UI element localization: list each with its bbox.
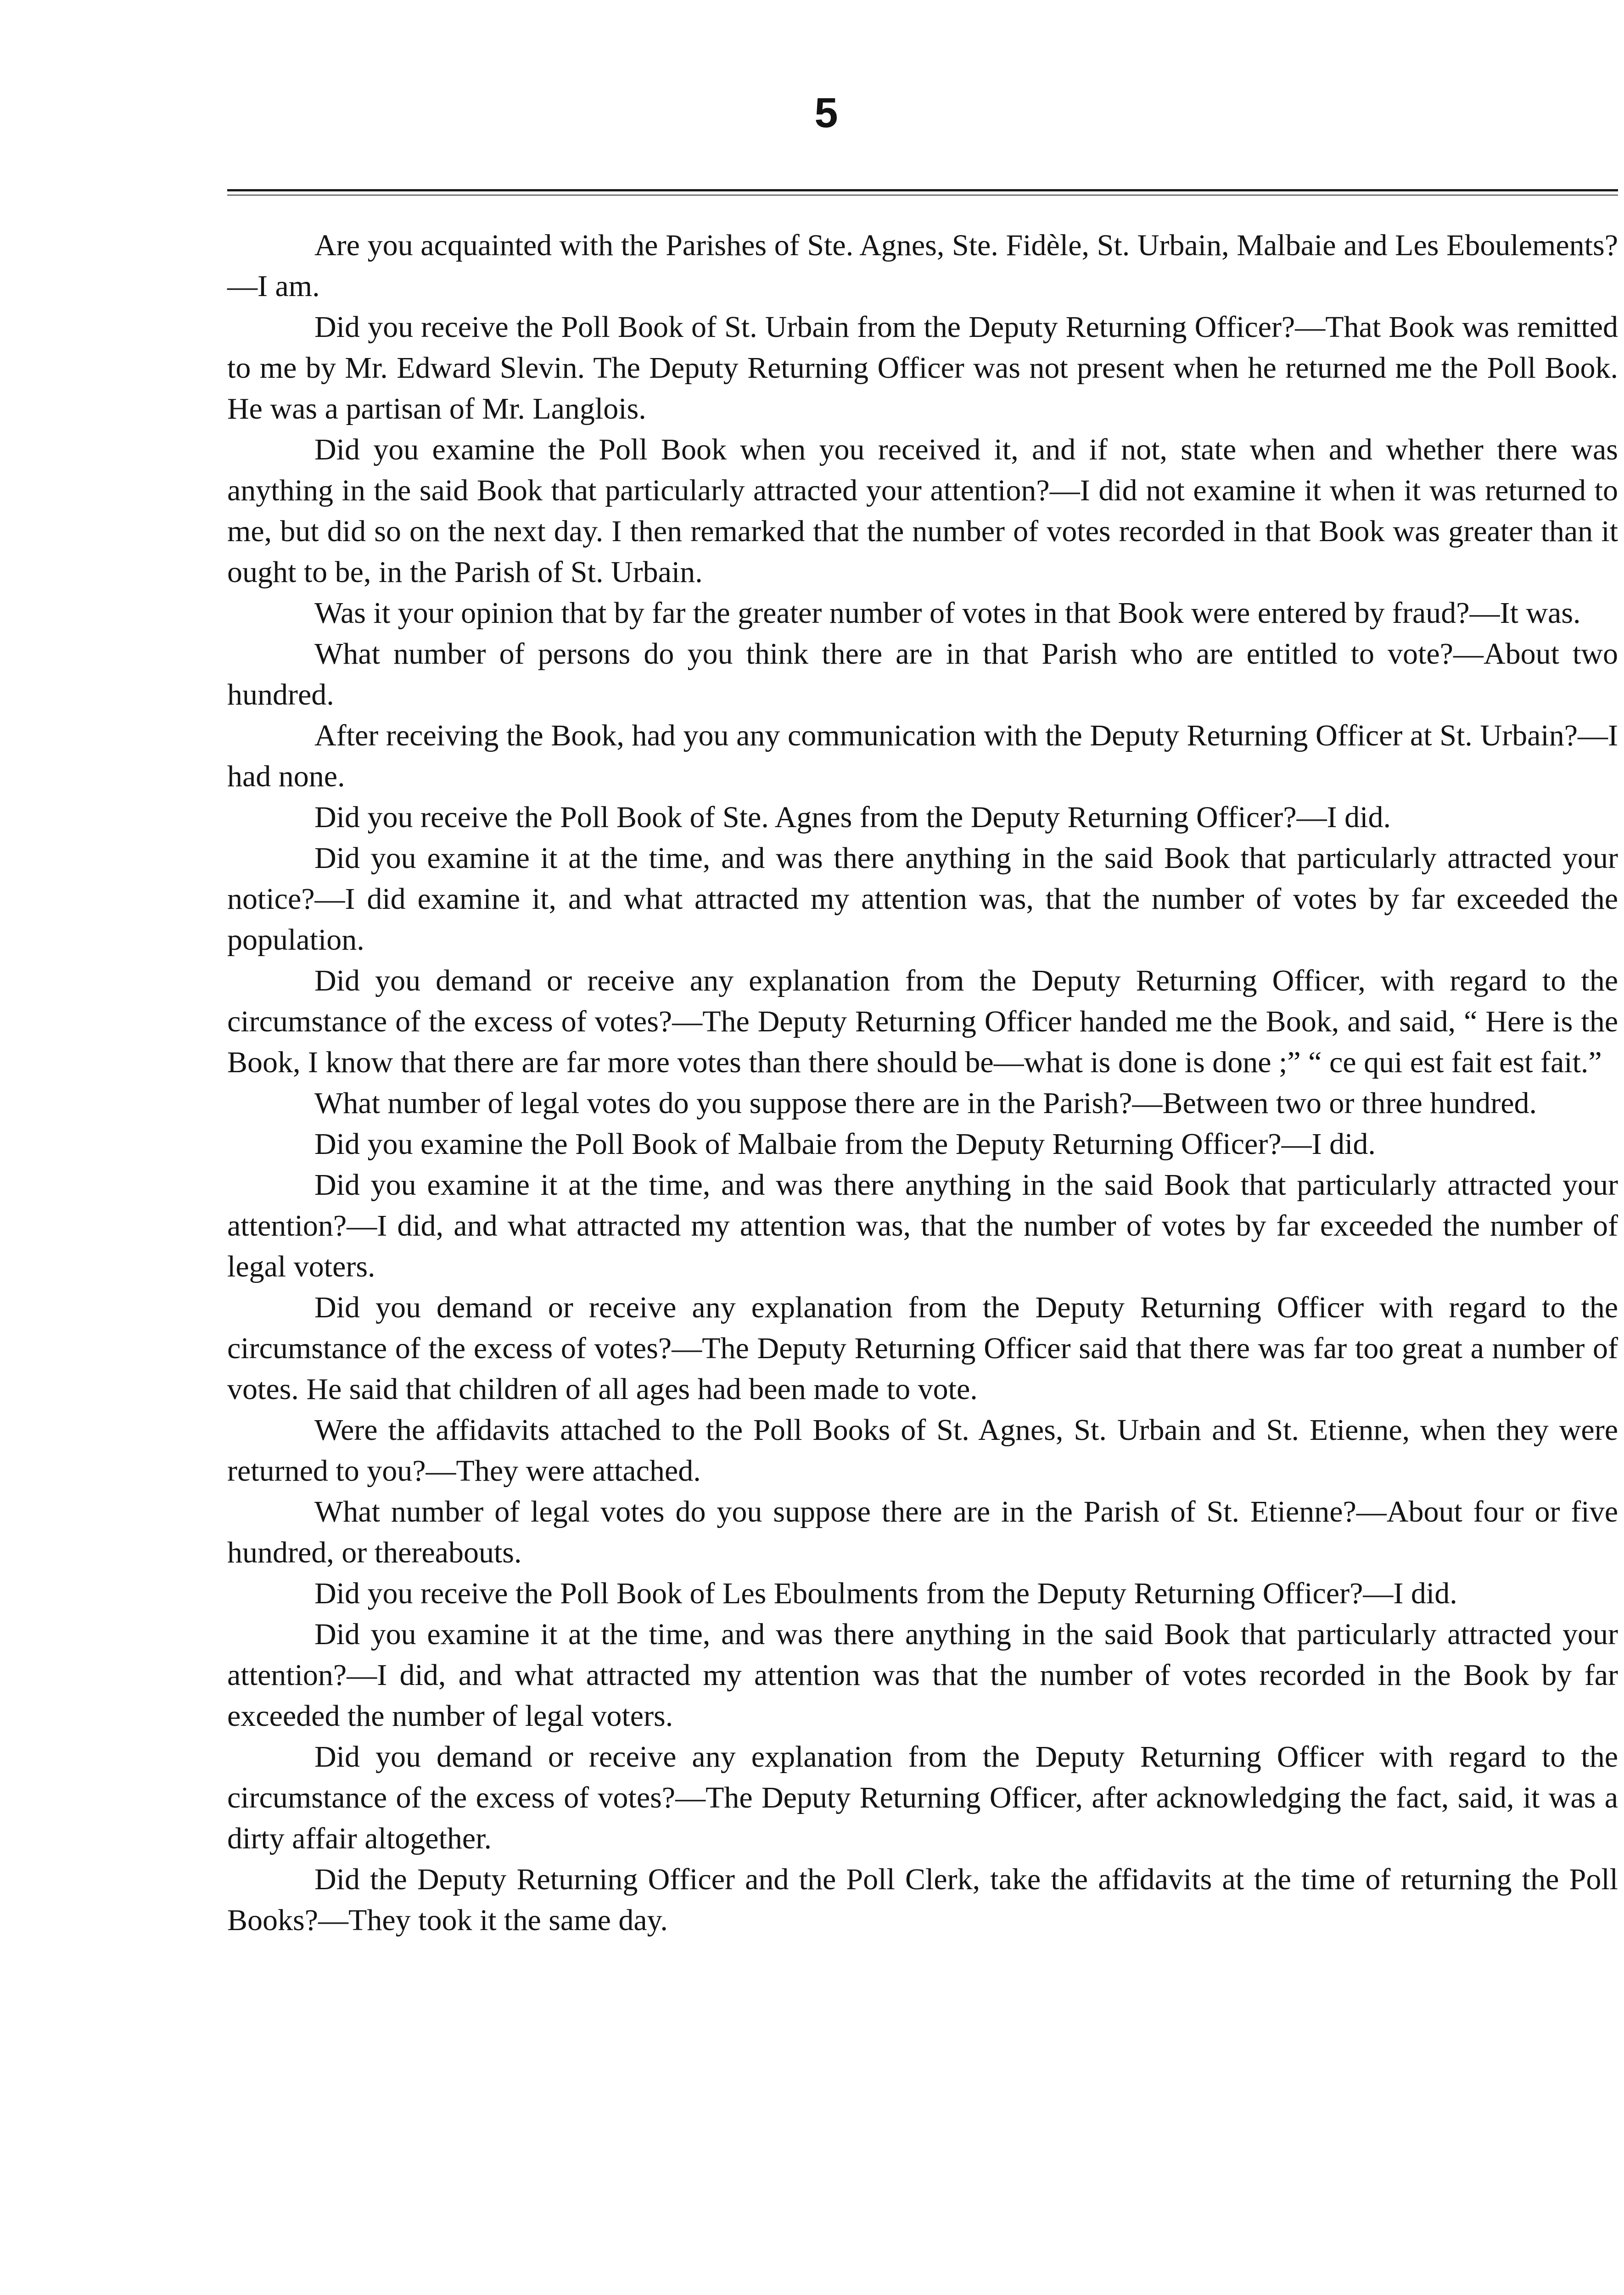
paragraph: What number of legal votes do you suppose there are in the Parish?—Between two or three hundred. (314, 1086, 1537, 1120)
page-number: 5 (814, 90, 838, 136)
paragraph: Did you examine it at the time, and was there anything in the said Book that particularly attracted your attention?—I did, and what attracted my attention was that the number of votes recorded in the Book by far exceeded the number of legal voters. (227, 1618, 1618, 1733)
paragraph: Did you receive the Poll Book of Les Eboulments from the Deputy Returning Officer?—I did. (314, 1577, 1457, 1610)
paragraph: What number of persons do you think there are in that Parish who are entitled to vote?—About two hundred. (227, 637, 1618, 711)
paragraph: Were the affidavits attached to the Poll Books of St. Agnes, St. Urbain and St. Etienne, when they were returned to you?—They were attached. (227, 1413, 1618, 1488)
paragraph: Did you demand or receive any explanation from the Deputy Returning Officer with regard to the circumstance of the excess of votes?—The Deputy Returning Officer said that there was far too great a number of votes. He said that children of all ages had been made to vote. (227, 1291, 1618, 1406)
paragraph: Did you examine it at the time, and was there anything in the said Book that particularly attracted your notice?—I did examine it, and what attracted my attention was, that the number of votes by far exceeded the population. (227, 841, 1618, 957)
paragraph: Did you demand or receive any explanation from the Deputy Returning Officer with regard to the circumstance of the excess of votes?—The Deputy Returning Officer, after acknowledging the fact, said, it was a dirty affair altogether. (227, 1740, 1618, 1855)
paragraph: Was it your opinion that by far the greater number of votes in that Book were entered by fraud?—It was. (314, 596, 1581, 630)
paragraph: After receiving the Book, had you any communication with the Deputy Returning Officer at St. Urbain?—I had none. (227, 719, 1618, 793)
header-rule (227, 189, 1618, 191)
paragraph: Did you examine the Poll Book when you received it, and if not, state when and whether there was anything in the said Book that particularly attracted your attention?—I did not examine it when it was returned to me, but did so on the next day. I then remarked that the number of votes recorded in that Book was greater than it ought to be, in the Parish of St. Urbain. (227, 433, 1618, 589)
paragraph: Did you examine it at the time, and was there anything in the said Book that particularly attracted your attention?—I did, and what attracted my attention was, that the number of votes by far exceeded the number of legal voters. (227, 1168, 1618, 1283)
paragraph: Are you acquainted with the Parishes of Ste. Agnes, Ste. Fidèle, St. Urbain, Malbaie and Les Eboulements?—I am. (227, 229, 1618, 303)
paragraph: Did you examine the Poll Book of Malbaie from the Deputy Returning Officer?—I did. (314, 1127, 1376, 1161)
body-text (227, 225, 1618, 1941)
paragraph: What number of legal votes do you suppose there are in the Parish of St. Etienne?—About four or five hundred, or thereabouts. (227, 1495, 1618, 1569)
paragraph: Did you demand or receive any explanation from the Deputy Returning Officer, with regard to the circumstance of the excess of votes?—The Deputy Returning Officer handed me the Book, and said, “ Here is the Book, I know that there are far more votes than there should be—what is done is done ;” “ ce qui est fait est fait.” (227, 964, 1618, 1079)
paragraph: Did you receive the Poll Book of Ste. Agnes from the Deputy Returning Officer?—I did. (314, 800, 1391, 834)
paragraph: Did the Deputy Returning Officer and the Poll Clerk, take the affidavits at the time of returning the Poll Books?—They took it the same day. (227, 1863, 1618, 1937)
paragraph: Did you receive the Poll Book of St. Urbain from the Deputy Returning Officer?—That Book was remitted to me by Mr. Edward Slevin. The Deputy Returning Officer was not present when he returned me the Poll Book. He was a partisan of Mr. Langlois. (227, 310, 1618, 425)
